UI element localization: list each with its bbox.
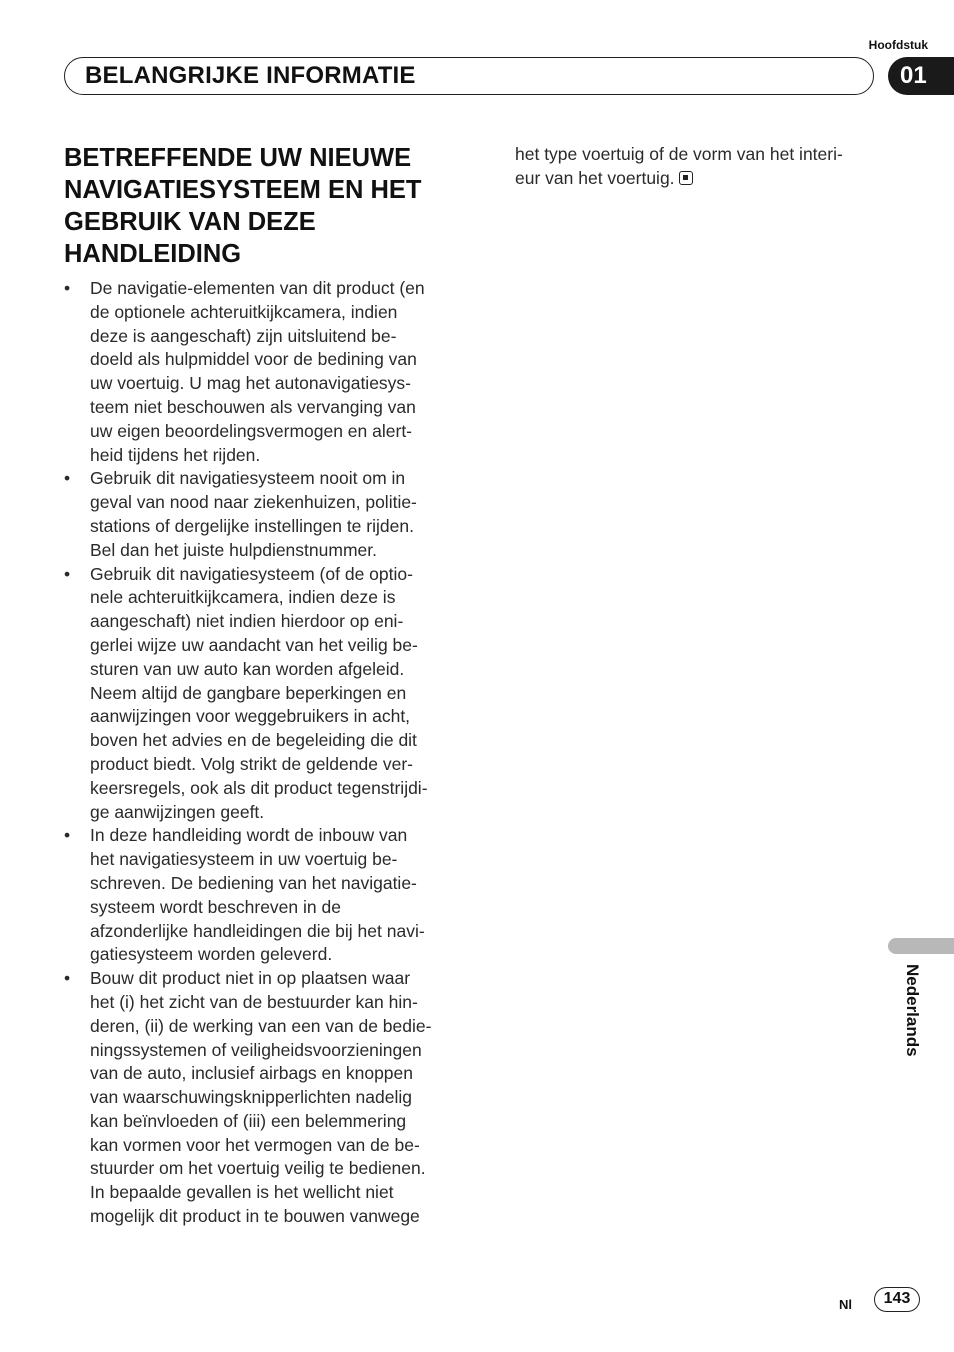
bullet-line: teem niet beschouwen als vervanging van [90, 396, 416, 417]
bullet-line: stations of dergelijke instellingen te rijden. [90, 515, 414, 536]
bullet-line: het navigatiesysteem in uw voertuig be- [90, 849, 398, 870]
bullet-line: kan beïnvloeden of (iii) een belemmering [90, 1110, 407, 1131]
section-title: BELANGRIJKE INFORMATIE [85, 62, 416, 89]
bullet-line: sturen van uw auto kan worden afgeleid. [90, 658, 405, 679]
bullet-line: mogelijk dit product in te bouwen vanwege [90, 1206, 420, 1227]
bullet-line: doeld als hulpmiddel voor de bedining van [90, 349, 417, 370]
bullet-line: van de auto, inclusief airbags en knoppen [90, 1063, 414, 1084]
bullet-line: gerlei wijze uw aandacht van het veilig be- [90, 634, 418, 655]
page-number: 143 [874, 1287, 920, 1312]
end-of-section-icon [679, 171, 693, 185]
bullet-line: Bel dan het juiste hulpdienstnummer. [90, 539, 377, 560]
bullet-item [64, 824, 459, 967]
bullet-line: product biedt. Volg strikt de geldende ver- [90, 753, 413, 774]
bullet-icon: • [64, 278, 71, 298]
bullet-line: nele achteruitkijkcamera, indien deze is [90, 587, 396, 608]
bullet-item [64, 277, 459, 467]
language-label: Nederlands [903, 964, 922, 1057]
bullet-line: schreven. De bediening van het navigatie- [90, 872, 417, 893]
bullet-icon: • [64, 825, 71, 846]
bullet-line: aanwijzingen voor weggebruikers in acht, [90, 706, 411, 727]
bullet-line: keersregels, ook als dit product tegenstrijdi- [90, 777, 428, 798]
bullet-line: de optionele achteruitkijkcamera, indien [90, 301, 398, 322]
continuation-paragraph [515, 143, 875, 191]
bullet-line: ningssystemen of veiligheidsvoorzieningen [90, 1039, 422, 1060]
bullet-line: gatiesysteem worden geleverd. [90, 944, 333, 965]
bullet-line: Gebruik dit navigatiesysteem (of de optio- [90, 563, 413, 584]
bullet-item [64, 967, 459, 1229]
chapter-number-badge: 01 [888, 57, 954, 95]
bullet-line: In deze handleiding wordt de inbouw van [90, 825, 408, 846]
bullet-item [64, 563, 459, 825]
continuation-line-text: eur van het voertuig. [515, 167, 675, 188]
bullet-line: deren, (ii) de werking van een van de bedie- [90, 1015, 432, 1036]
bullet-line: heid tijdens het rijden. [90, 444, 261, 465]
chapter-label: Hoofdstuk [868, 38, 928, 52]
bullet-line: deze is aangeschaft) zijn uitsluitend be- [90, 325, 397, 346]
bullet-line: van waarschuwingsknipperlichten nadelig [90, 1087, 412, 1108]
bullet-line: aangeschaft) niet indien hierdoor op eni- [90, 611, 404, 632]
bullet-line: stuurder om het voertuig veilig te bedienen. [90, 1158, 426, 1179]
section-header-bar [64, 57, 874, 95]
bullet-list [64, 277, 459, 1229]
bullet-line: In bepaalde gevallen is het wellicht niet [90, 1182, 394, 1203]
bullet-icon: • [64, 968, 71, 989]
bullet-line: Neem altijd de gangbare beperkingen en [90, 682, 407, 703]
right-column [515, 143, 875, 191]
continuation-line [515, 167, 875, 191]
bullet-line: ge aanwijzingen geeft. [90, 801, 265, 822]
bullet-line: geval van nood naar ziekenhuizen, politie- [90, 492, 417, 513]
language-code: Nl [839, 1297, 852, 1312]
bullet-line: uw eigen beoordelingsvermogen en alert- [90, 420, 413, 441]
continuation-line: het type voertuig of de vorm van het interi- [515, 144, 843, 164]
bullet-line: het (i) het zicht van de bestuurder kan hin- [90, 991, 418, 1012]
bullet-line: uw voertuig. U mag het autonavigatiesys- [90, 373, 411, 394]
bullet-line: afzonderlijke handleidingen die bij het navi- [90, 920, 425, 941]
left-column [64, 277, 459, 1229]
bullet-line: De navigatie-elementen van dit product (en [90, 278, 425, 298]
bullet-line: boven het advies en de begeleiding die dit [90, 730, 417, 751]
bullet-item [64, 467, 459, 562]
bullet-icon: • [64, 563, 71, 584]
bullet-icon: • [64, 468, 71, 489]
bullet-line: Gebruik dit navigatiesysteem nooit om in [90, 468, 406, 489]
bullet-line: kan vormen voor het vermogen van de be- [90, 1134, 420, 1155]
bullet-line: Bouw dit product niet in op plaatsen waar [90, 968, 411, 989]
language-side-label [892, 964, 932, 1078]
main-heading: BETREFFENDE UW NIEUWE NAVIGATIESYSTEEM EN HET GEBRUIK VAN DEZE HANDLEIDING [64, 144, 422, 268]
language-tab [888, 938, 954, 954]
bullet-line: systeem wordt beschreven in de [90, 896, 341, 917]
